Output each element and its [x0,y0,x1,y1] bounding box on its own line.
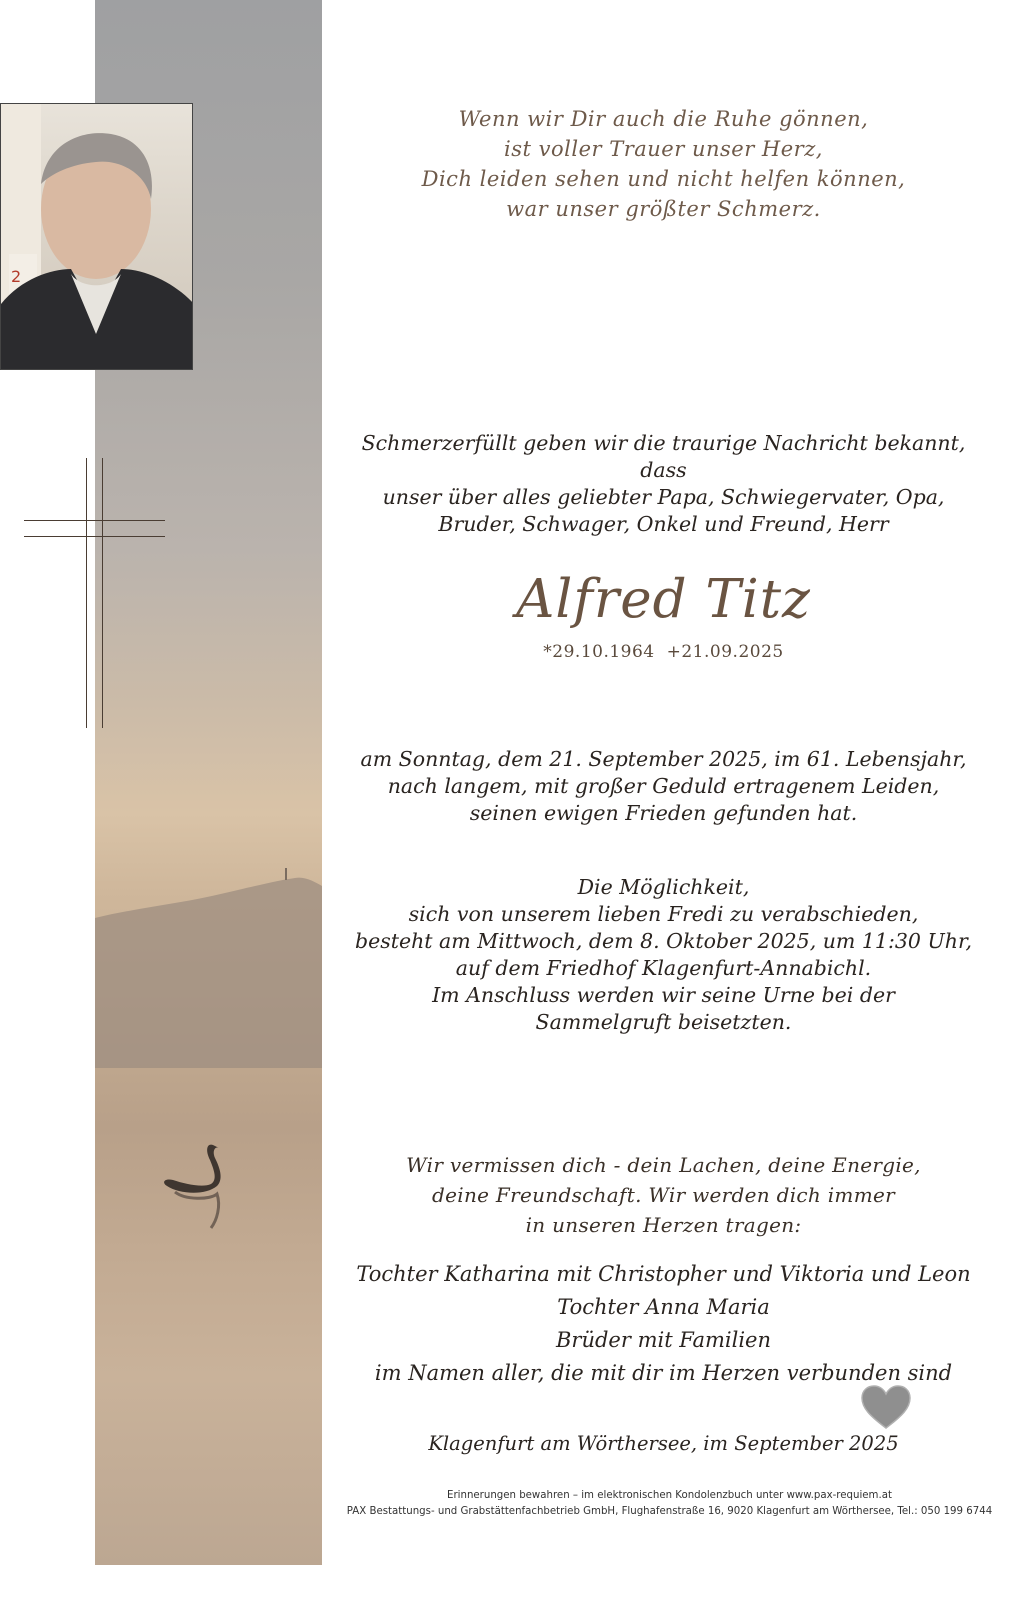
announcement-intro [340,430,987,538]
death-date: +21.09.2025 [666,642,784,662]
death-notice [340,746,987,827]
footer-line: Erinnerungen bewahren – im elektronischen Kondolenzbuch unter www.pax-requiem.at [447,1490,892,1501]
ceremony-line: besteht am Mittwoch, dem 8. Oktober 2025, um 11:30 Uhr, [354,929,973,953]
poem [340,104,987,224]
intro-line: unser über alles geliebter Papa, Schwiegervater, Opa, [382,485,945,509]
cross-vertical-line-left [86,458,87,728]
hill-silhouette [95,868,322,1068]
footer [322,1488,1017,1520]
deceased-name: Alfred Titz [516,569,811,630]
ceremony-line: sich von unserem lieben Fredi zu verabschieden, [408,902,919,926]
svg-text:2: 2 [11,267,22,286]
cross-horizontal-line-bottom [24,536,165,537]
poem-line: ist voller Trauer unser Herz, [504,137,823,161]
cross-vertical-line-right [102,458,103,728]
ceremony-line: Im Anschluss werden wir seine Urne bei der [432,983,895,1007]
miss-line: in unseren Herzen tragen: [525,1213,802,1237]
portrait-photo [0,103,193,370]
poem-line: Dich leiden sehen und nicht helfen können, [421,167,906,191]
intro-line: Schmerzerfüllt geben wir die traurige Nachricht bekannt, dass [361,431,966,482]
poem-line: Wenn wir Dir auch die Ruhe gönnen, [458,107,869,131]
place-date: Klagenfurt am Wörthersee, im September 2025 [428,1432,899,1455]
poem-line: war unser größter Schmerz. [506,197,821,221]
death-line: am Sonntag, dem 21. September 2025, im 61. Lebensjahr, [360,747,967,771]
ceremony-line: auf dem Friedhof Klagenfurt-Annabichl. [455,956,872,980]
mourners-list [340,1258,987,1390]
mourner-line: Brüder mit Familien [555,1328,771,1352]
life-dates [340,642,987,662]
remembrance-text [340,1150,987,1240]
ceremony-details [340,874,987,1036]
footer-line: PAX Bestattungs- und Grabstättenfachbetrieb GmbH, Flughafenstraße 16, 9020 Klagenfurt am Wörthersee, Tel.: 050 199 6744 [346,1506,993,1517]
swan-icon [155,1140,235,1230]
death-line: seinen ewigen Frieden gefunden hat. [469,801,858,825]
ceremony-line: Sammelgruft beisetzten. [535,1010,792,1034]
heart-icon [860,1384,912,1430]
miss-line: deine Freundschaft. Wir werden dich immer [432,1183,895,1207]
mourner-line: im Namen aller, die mit dir im Herzen verbunden sind [374,1361,953,1385]
intro-line: Bruder, Schwager, Onkel und Freund, Herr [438,512,889,536]
ceremony-line: Die Möglichkeit, [577,875,750,899]
mourner-line: Tochter Katharina mit Christopher und Viktoria und Leon [356,1262,971,1286]
miss-line: Wir vermissen dich - dein Lachen, deine Energie, [406,1153,921,1177]
cross-horizontal-line-top [24,520,165,521]
mourner-line: Tochter Anna Maria [557,1295,770,1319]
death-line: nach langem, mit großer Geduld ertragenem Leiden, [387,774,940,798]
birth-date: *29.10.1964 [543,642,655,662]
